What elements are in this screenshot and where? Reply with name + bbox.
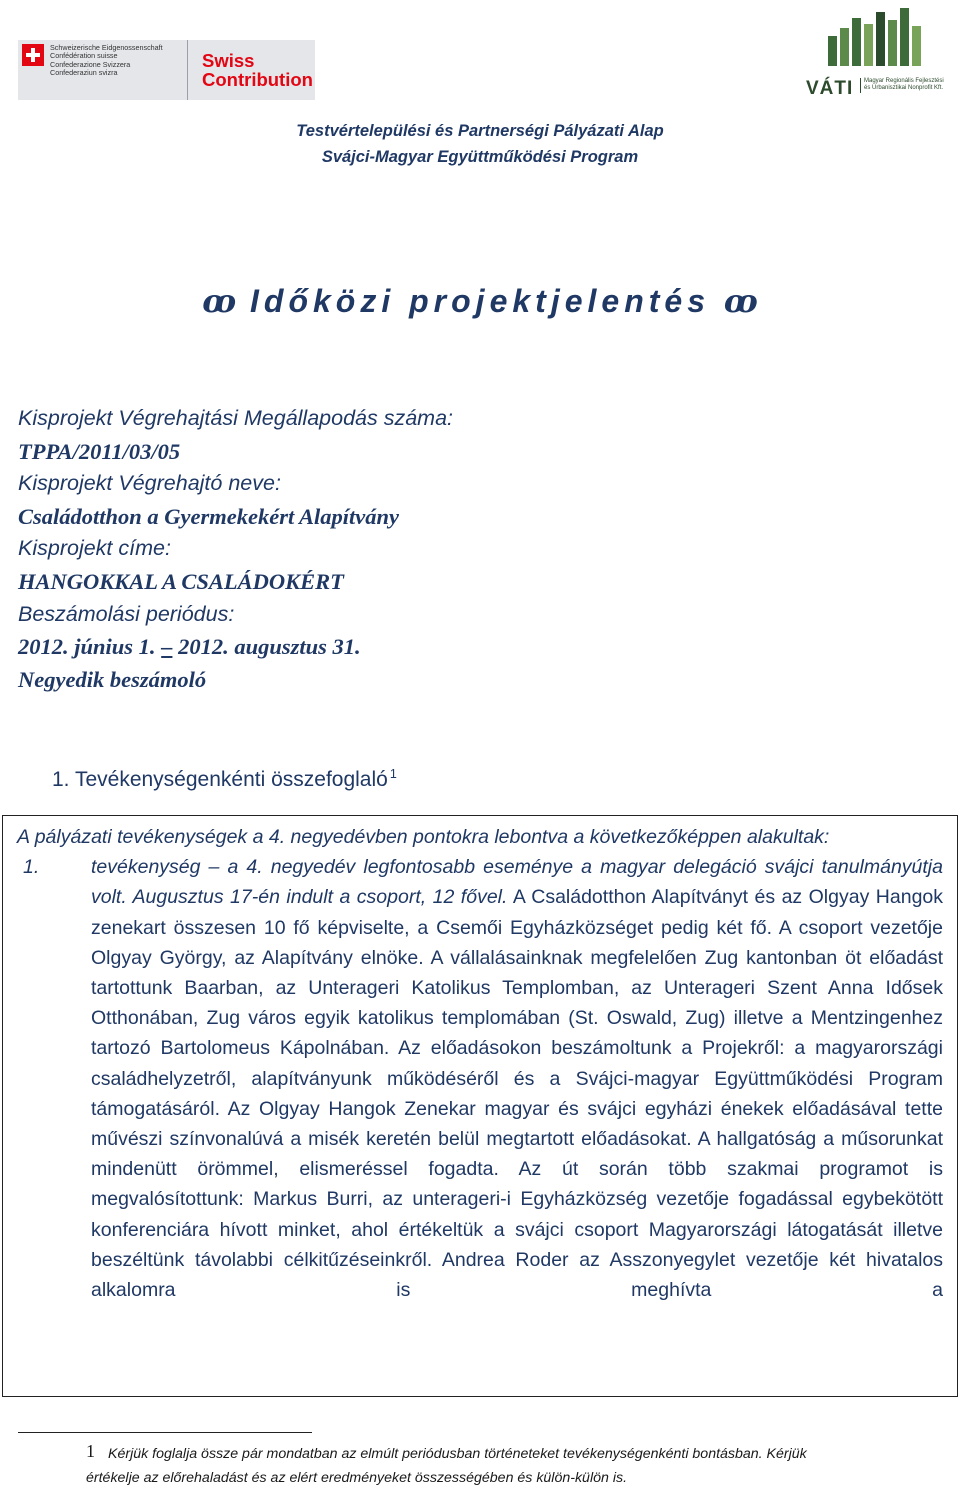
period-dash: –	[161, 634, 173, 660]
activity-text: A Családotthon Alapítványt és az Olgyay Hangok zenekart összesen 10 fő képviselte, a Csemői Egyházközséget pedig két fő. A csoport vezetője Olgyay György, az Alapítvány elnöke. A vállalásainknak megfelelően Zug kantonban öt előadást tartottunk Baarban, az Unterageri Katolikus Templomban, az Unterageri Szent Anna Idősek Otthonában, Zug város egyik katolikus templomában (St. Oswald, Zug) illetve a Mentzingenhez tartozó Bartolomeus Kápolnában. Az előadásokon beszámoltunk a Projekről: a magyarországi családhelyzetről, alapítványunk működéséről és a Svájci-magyar Együttműködési Program támogatásáról. Az Olgyay Hangok Zenekar magyar és svájci egyházi énekek előadásával tette művészi színvonalúvá a misék keretén belül megtartott előadásokat. A hallgatóság a műsorunkat mindenütt örömmel, elismeréssel fogadta. Az út során több szakmai programot is megvalósítottunk: Markus Burri, az unterageri-i Egyházközség vezetője fogadással egybekötött konferenciára hívott minket, ahol értékeltük a svájci csoport Magyarországi látogatását illetve beszéltünk távolabbi célkitűzéseinkről. Andrea Roder az Asszonyegylet vezetője két hivatalos alkalomra is meghívta a	[91, 886, 944, 1302]
activity-description	[91, 852, 943, 1305]
executor-value: Családotthon a Gyermekekért Alapítvány	[18, 503, 400, 529]
summary-intro: A pályázati tevékenységek a 4. negyedévben pontokra lebontva a következőképpen alakultak:	[17, 826, 830, 848]
program-name: Testvértelepülési és Partnerségi Pályázati Alap	[296, 122, 664, 140]
section-heading	[52, 767, 397, 792]
footnote	[88, 1442, 954, 1490]
brand-line-1: Swiss	[202, 50, 255, 71]
footnote-reference: 1	[389, 767, 397, 781]
swiss-contribution-logo	[18, 40, 315, 100]
swiss-name-fr: Confédération suisse	[50, 51, 118, 61]
vati-desc-line-1: Magyar Regionális Fejlesztési	[864, 78, 944, 84]
swiss-confederation-names	[50, 40, 188, 100]
vati-bars-icon	[826, 6, 930, 66]
swiss-name-de: Schweizerische Eidgenossenschaft	[50, 43, 163, 52]
footnote-line-1: Kérjük foglalja össze pár mondatban az elmúlt periódusban történeteket tevékenységenkénti bontásban. Kérjük	[108, 1446, 807, 1462]
footnote-line-2: értékelje az előrehaladást és az elért eredményeket összességében és külön-külön is.	[86, 1470, 628, 1486]
swiss-name-rm: Confederaziun svizra	[50, 68, 118, 78]
footnote-separator	[18, 1432, 312, 1433]
activity-summary-box	[2, 815, 958, 1397]
program-subname: Svájci-Magyar Együttműködési Program	[321, 148, 639, 166]
vati-desc-line-2: és Urbanisztikai Nonprofit Kft.	[864, 85, 944, 92]
activity-item	[17, 852, 943, 1305]
project-info	[18, 406, 718, 699]
period-end: 2012. augusztus 31.	[178, 634, 361, 660]
footnote-number: 1	[86, 1441, 95, 1461]
title-text: Időközi projektjelentés	[250, 283, 710, 319]
period-start: 2012. június 1.	[18, 634, 156, 660]
period-value	[18, 634, 718, 667]
agreement-value: TPPA/2011/03/05	[18, 438, 181, 464]
activity-lead: tevékenység – a 4. negyedév legfontosabb eseménye a magyar delegáció svájci tanulmányútja volt. Augusztus 17-én indult a csoport, 12 fővel.	[91, 856, 943, 909]
brand-line-2: Contribution	[202, 69, 313, 90]
right-ornament-icon: ꝏ	[723, 282, 758, 320]
swiss-flag-icon	[22, 44, 44, 66]
period-label: Beszámolási periódus:	[18, 601, 235, 626]
vati-wordmark: VÁTI	[806, 78, 854, 99]
section-heading-text: 1. Tevékenységenkénti összefoglaló	[52, 768, 388, 791]
swiss-contribution-brand	[188, 40, 313, 100]
project-title-value: HANGOKKAL A CSALÁDOKÉRT	[18, 568, 344, 594]
vati-description	[860, 78, 944, 93]
report-number: Negyedik beszámoló	[18, 666, 207, 692]
project-title-label: Kisprojekt címe:	[18, 536, 171, 561]
left-ornament-icon: ꝏ	[202, 282, 237, 320]
swiss-name-it: Confederazione Svizzera	[50, 59, 131, 69]
activity-number: 1.	[23, 856, 40, 879]
vati-logo	[802, 2, 954, 102]
agreement-label: Kisprojekt Végrehajtási Megállapodás száma:	[18, 406, 454, 430]
document-title	[0, 282, 960, 320]
executor-label: Kisprojekt Végrehajtó neve:	[18, 471, 281, 496]
